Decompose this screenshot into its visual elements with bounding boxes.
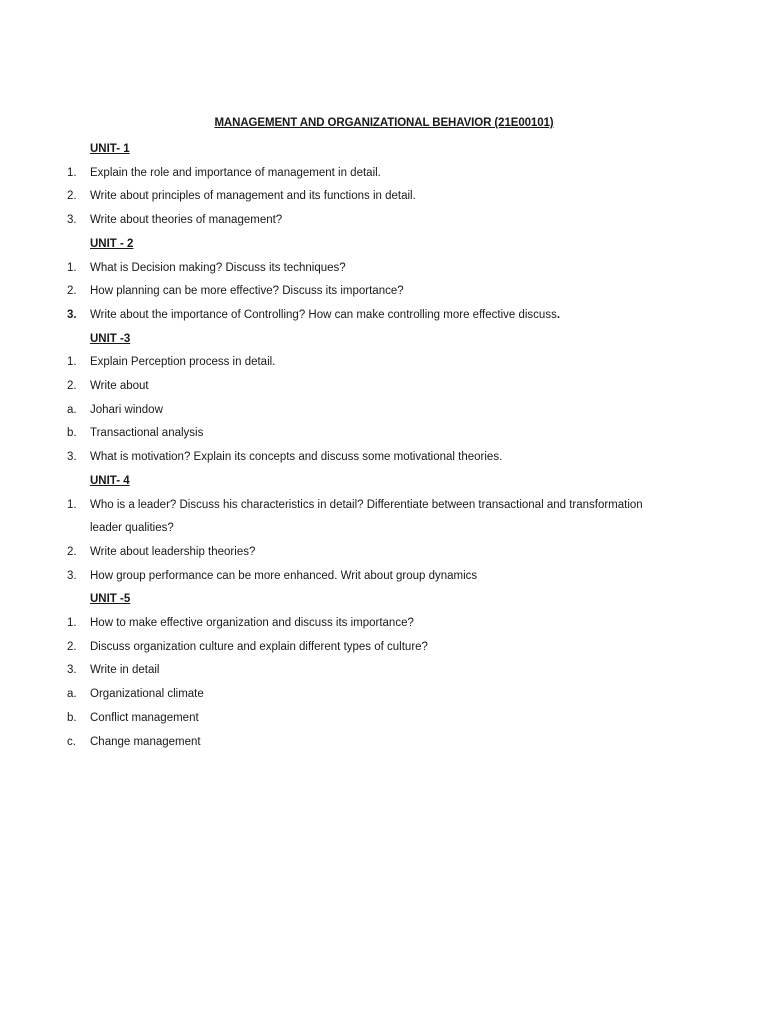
question-item bbox=[0, 449, 700, 465]
question-text-main: Who is a leader? Discuss his characteristics in detail? Differentiate between transactional and transformation bbox=[90, 498, 643, 511]
question-item bbox=[0, 260, 700, 276]
unit-heading-text: UNIT -3 bbox=[90, 332, 131, 345]
question-text bbox=[90, 497, 643, 513]
list-marker: a. bbox=[67, 403, 77, 416]
question-text bbox=[90, 710, 199, 726]
question-item bbox=[0, 165, 700, 181]
question-text bbox=[90, 260, 346, 276]
question-item bbox=[0, 497, 700, 513]
list-marker: b. bbox=[67, 427, 77, 440]
question-item bbox=[0, 425, 700, 441]
list-marker: 2. bbox=[67, 285, 77, 298]
list-marker: 1. bbox=[67, 356, 77, 369]
question-text-main: What is motivation? Explain its concepts and discuss some motivational theories. bbox=[90, 451, 503, 464]
question-item-continuation bbox=[0, 520, 700, 536]
question-text-main: Explain Perception process in detail. bbox=[90, 356, 276, 369]
question-text bbox=[90, 283, 404, 299]
list-marker: a. bbox=[67, 688, 77, 701]
list-marker: 3. bbox=[67, 451, 77, 464]
question-text-main: How to make effective organization and discuss its importance? bbox=[90, 617, 414, 629]
question-text-main: Transactional analysis bbox=[90, 427, 204, 440]
list-marker: 3. bbox=[67, 214, 77, 227]
list-marker: 3. bbox=[67, 569, 77, 582]
unit-heading-text: UNIT -5 bbox=[90, 593, 131, 606]
question-text bbox=[90, 354, 275, 370]
question-text bbox=[90, 212, 282, 228]
question-item bbox=[0, 710, 700, 726]
question-item bbox=[0, 283, 700, 299]
unit-heading-text: UNIT- 1 bbox=[90, 143, 130, 155]
question-text-main: How planning can be more effective? Discuss its importance? bbox=[90, 285, 404, 298]
list-marker: 1. bbox=[67, 498, 77, 511]
question-text bbox=[90, 568, 477, 584]
list-marker: 2. bbox=[67, 380, 77, 392]
unit-heading-text: UNIT - 2 bbox=[90, 237, 134, 250]
question-item bbox=[0, 544, 700, 560]
page-title: MANAGEMENT AND ORGANIZATIONAL BEHAVIOR (21E00101) bbox=[214, 117, 554, 129]
question-item bbox=[0, 639, 700, 655]
question-text-main: Write about theories of management? bbox=[90, 214, 283, 227]
question-text-main: Johari window bbox=[90, 403, 163, 416]
question-text-main: Write about the importance of Controlling? How can make controlling more effective discuss bbox=[90, 308, 557, 321]
question-item bbox=[0, 734, 700, 750]
question-text-main: Explain the role and importance of management in detail. bbox=[90, 166, 381, 179]
list-marker: 3. bbox=[67, 308, 77, 321]
question-text-main: Organizational climate bbox=[90, 688, 204, 701]
question-item bbox=[0, 615, 700, 631]
list-marker: 1. bbox=[67, 617, 77, 629]
list-marker: c. bbox=[67, 735, 76, 748]
question-text bbox=[90, 188, 416, 204]
question-text bbox=[90, 165, 381, 181]
question-text bbox=[90, 734, 201, 750]
list-marker: 1. bbox=[67, 166, 77, 179]
question-text bbox=[90, 307, 560, 323]
question-text-main: Discuss organization culture and explain different types of culture? bbox=[90, 640, 428, 653]
question-text bbox=[90, 686, 204, 702]
list-marker: 2. bbox=[67, 545, 77, 558]
list-marker: 1. bbox=[67, 261, 77, 274]
question-text-main: Conflict management bbox=[90, 711, 199, 724]
question-text bbox=[90, 402, 163, 418]
unit-heading bbox=[0, 591, 700, 607]
question-text-main: Write about leadership theories? bbox=[90, 545, 256, 558]
list-marker: b. bbox=[67, 711, 77, 724]
question-item bbox=[0, 212, 700, 228]
unit-heading bbox=[0, 236, 700, 252]
unit-heading bbox=[0, 473, 700, 489]
list-marker: 2. bbox=[67, 640, 77, 653]
question-item bbox=[0, 354, 700, 370]
question-text-main: How group performance can be more enhanced. Writ about group dynamics bbox=[90, 569, 478, 582]
question-text bbox=[90, 449, 502, 465]
question-text-main: What is Decision making? Discuss its techniques? bbox=[90, 261, 346, 274]
question-item bbox=[0, 568, 700, 584]
question-item bbox=[0, 686, 700, 702]
question-text-main: Write about principles of management and its functions in detail. bbox=[90, 190, 416, 203]
unit-heading bbox=[0, 331, 700, 347]
question-text bbox=[90, 662, 159, 678]
question-text-suffix: . bbox=[556, 308, 561, 321]
question-text-main: Write in detail bbox=[90, 664, 160, 677]
question-text bbox=[90, 378, 149, 394]
question-item bbox=[0, 402, 700, 418]
question-text bbox=[90, 615, 414, 631]
question-item bbox=[0, 307, 700, 323]
question-item bbox=[0, 662, 700, 678]
list-marker: 3. bbox=[67, 664, 77, 677]
question-continuation-text: leader qualities? bbox=[90, 522, 174, 535]
question-item bbox=[0, 378, 700, 394]
question-text bbox=[90, 639, 428, 655]
question-text-main: Write about bbox=[90, 380, 149, 392]
unit-heading bbox=[0, 141, 700, 157]
question-item bbox=[0, 188, 700, 204]
question-text-main: Change management bbox=[90, 735, 201, 748]
question-text bbox=[90, 544, 255, 560]
list-marker: 2. bbox=[67, 190, 77, 203]
question-text bbox=[90, 425, 203, 441]
unit-heading-text: UNIT- 4 bbox=[90, 474, 130, 487]
